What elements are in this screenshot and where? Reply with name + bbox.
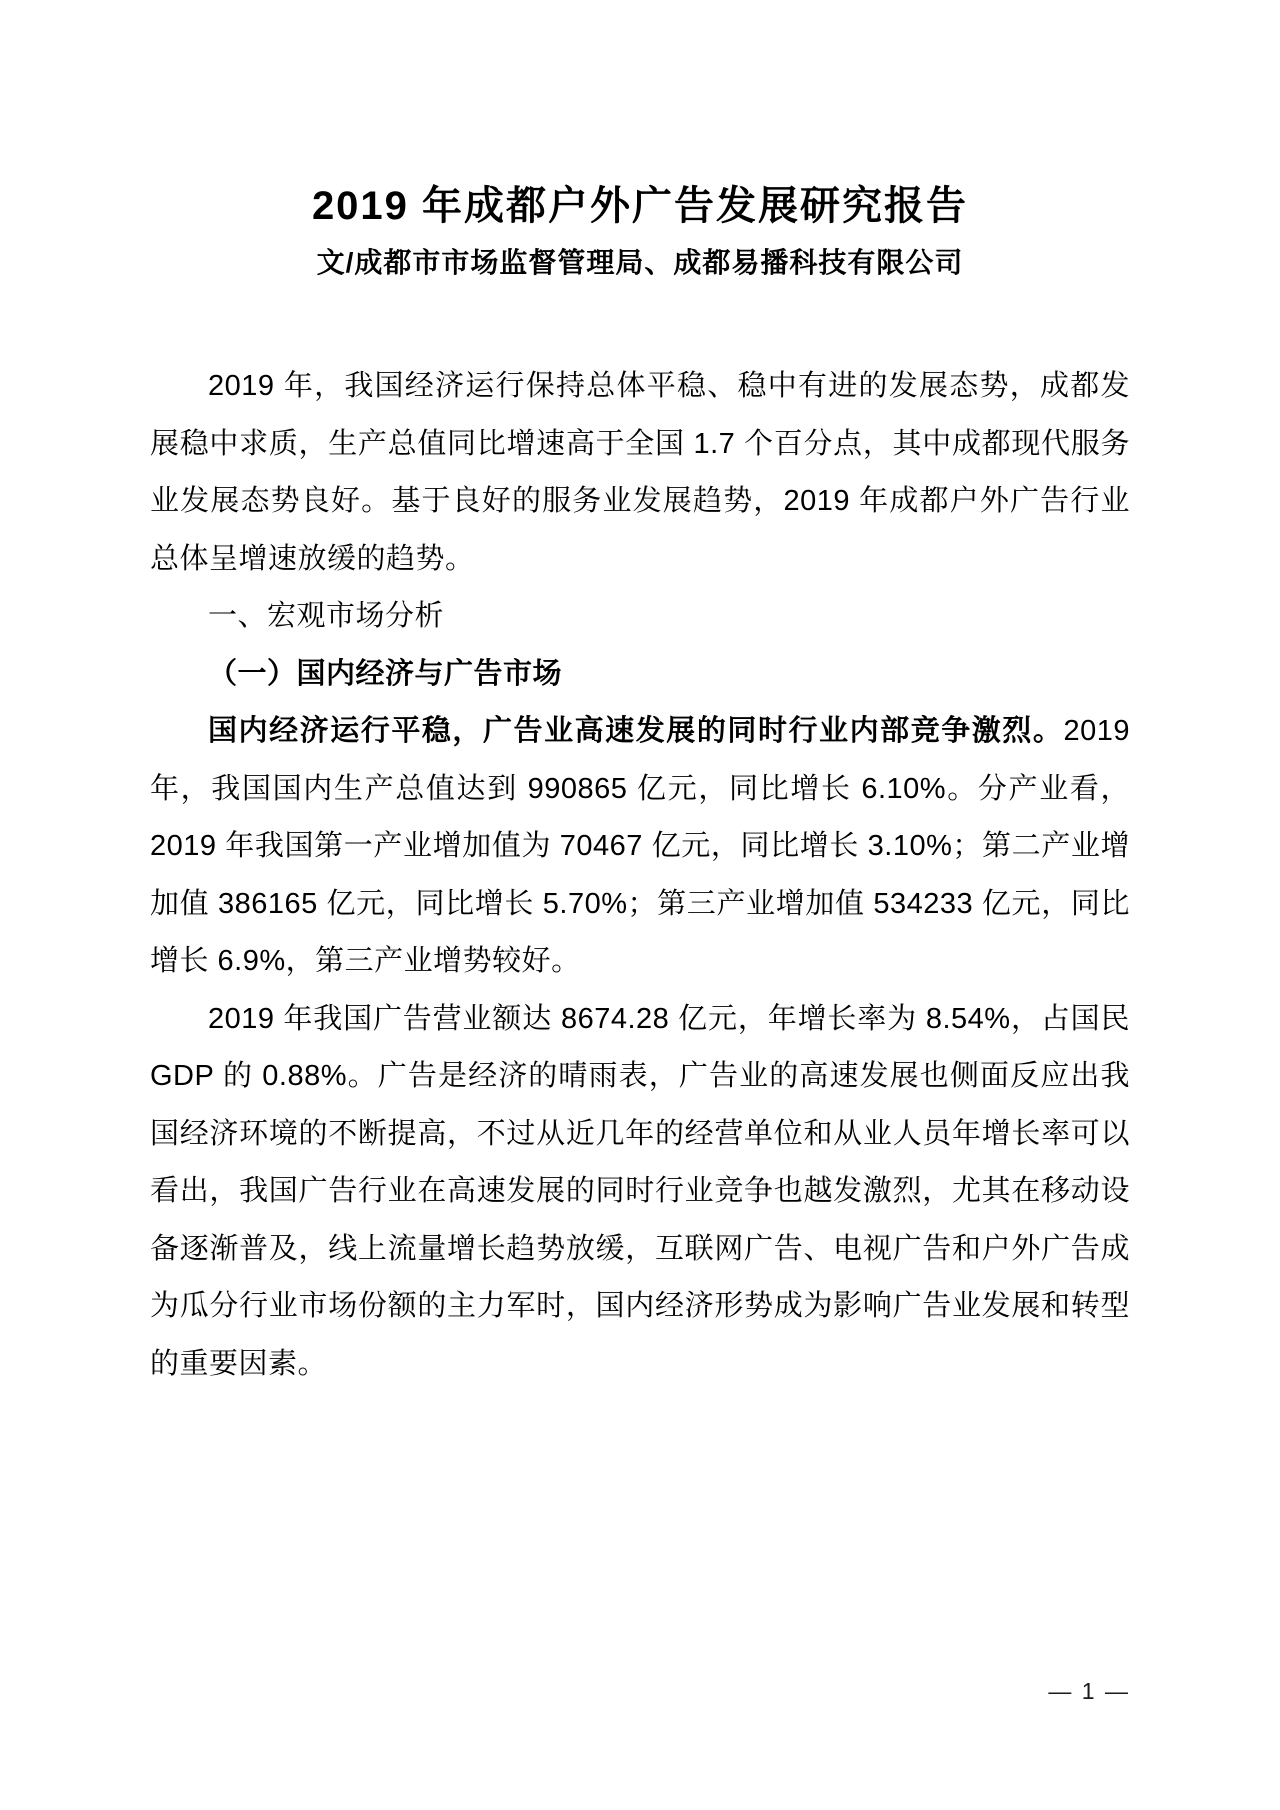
paragraph-domestic-body: 2019 年，我国国内生产总值达到 990865 亿元，同比增长 6.10%。分产业看，2019 年我国第一产业增加值为 70467 亿元，同比增长 3.10%；第二产业增加值 386165 亿元，同比增长 5.70%；第三产业增加值 534233 亿元，同比增长 6.9%，第三产业增势较好。 bbox=[150, 715, 1130, 977]
page-number: — 1 — bbox=[1048, 1678, 1130, 1704]
paragraph-intro: 2019 年，我国经济运行保持总体平稳、稳中有进的发展态势，成都发展稳中求质，生产总值同比增速高于全国 1.7 个百分点，其中成都现代服务业发展态势良好。基于良好的服务业发展趋势，2019 年成都户外广告行业总体呈增速放缓的趋势。 bbox=[150, 370, 1130, 575]
paragraph-domestic-economy bbox=[150, 703, 1130, 991]
page-title: 2019 年成都户外广告发展研究报告 bbox=[311, 184, 969, 228]
byline: 文/成都市市场监督管理局、成都易播科技有限公司 bbox=[316, 247, 964, 278]
heading-domestic-economy: （一）国内经济与广告市场 bbox=[208, 657, 563, 690]
heading-macro-market: 一、宏观市场分析 bbox=[208, 600, 445, 632]
body-text bbox=[150, 358, 1130, 1393]
paragraph-lead-bold: 国内经济运行平稳，广告业高速发展的同时行业内部竞争激烈。 bbox=[208, 715, 1064, 747]
paragraph-advertising: 2019 年我国广告营业额达 8674.28 亿元，年增长率为 8.54%，占国民 GDP 的 0.88%。广告是经济的晴雨表，广告业的高速发展也侧面反应出我国经济环境的不断提高，不过从近几年的经营单位和从业人员年增长率可以看出，我国广告行业在高速发展的同时行业竞争也越发激烈，尤其在移动设备逐渐普及，线上流量增长趋势放缓，互联网广告、电视广告和户外广告成为瓜分行业市场份额的主力军时，国内经济形势成为影响广告业发展和转型的重要因素。 bbox=[150, 1002, 1130, 1380]
